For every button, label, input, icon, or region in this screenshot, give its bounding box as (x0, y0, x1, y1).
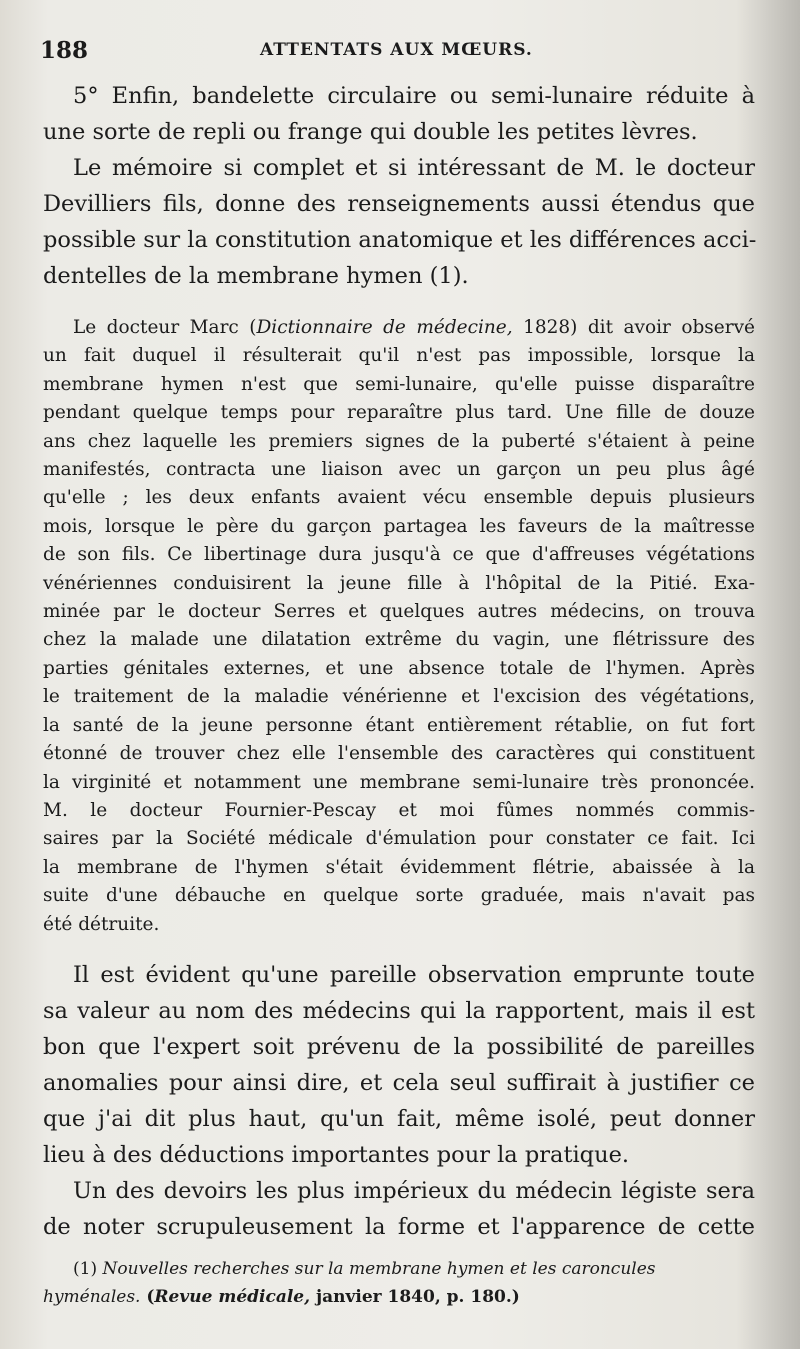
paragraph-2 (43, 150, 755, 294)
footnote-line (43, 1255, 758, 1283)
paragraph-3-quotation (43, 314, 755, 939)
paragraph-4 (43, 957, 755, 1173)
text-line: été détruite. (43, 913, 160, 935)
text-line: une sorte de repli ou frange qui double les petites lèvres. (43, 119, 698, 145)
text-line: Un des devoirs les plus impérieux du médecin légiste sera (73, 1177, 755, 1204)
text-line: membrane hymen n'est que semi-lunaire, qu'elle puisse disparaître (43, 373, 755, 395)
text-line: vénériennes conduisirent la jeune fille à l'hôpital de la Pitié. Exa- (43, 572, 755, 594)
text-line: la virginité et notamment une membrane semi-lunaire très prononcée. (43, 771, 755, 793)
footnote-marker: (1) (73, 1259, 98, 1279)
text-line: qu'elle ; les deux enfants avaient vécu ensemble depuis plusieurs (43, 487, 755, 509)
text-line: un fait duquel il résulterait qu'il n'est pas impossible, lorsque la (43, 345, 755, 367)
text-line: étonné de trouver chez elle l'ensemble des caractères qui constituent (43, 743, 755, 765)
text-line: possible sur la constitution anatomique et les différences acci- (43, 227, 757, 253)
text-line: suite d'une débauche en quelque sorte graduée, mais n'avait pas (43, 885, 755, 907)
text-line: ans chez laquelle les premiers signes de la puberté s'étaient à peine (43, 430, 755, 452)
text-line: la santé de la jeune personne étant entièrement rétablie, on fut fort (43, 714, 755, 736)
text-line: chez la malade une dilatation extrême du vagin, une flétrissure des (43, 629, 755, 651)
text-segment: 1828) dit avoir observé (512, 317, 755, 338)
text-line: Il est évident qu'une pareille observation emprunte toute (73, 961, 755, 988)
text-line: le traitement de la maladie vénérienne et l'excision des végétations, (43, 686, 755, 708)
page-number: 188 (40, 37, 89, 64)
text-line: minée par le docteur Serres et quelques autres médecins, on trouva (43, 601, 755, 623)
footnote-ref-detail: janvier 1840, p. 180.) (310, 1287, 520, 1307)
text-line: anomalies pour ainsi dire, et cela seul suffirait à justifier ce (43, 1069, 755, 1096)
text-line: M. le docteur Fournier-Pescay et moi fûmes nommés commis- (43, 799, 755, 821)
footnote-line (43, 1283, 758, 1311)
text-line: saires par la Société médicale d'émulation pour constater ce fait. Ici (43, 828, 755, 850)
footnote (43, 1255, 758, 1311)
source-title: Dictionnaire de médecine, (256, 317, 513, 338)
text-line: manifestés, contracta une liaison avec un garçon un peu plus âgé (43, 459, 755, 481)
text-line: bon que l'expert soit prévenu de la possibilité de pareilles (43, 1033, 755, 1060)
text-line: pendant quelque temps pour reparaître plus tard. Une fille de douze (43, 402, 755, 424)
running-head: ATTENTATS AUX MŒURS. (260, 40, 533, 60)
page-body (43, 78, 755, 1245)
text-line: Le mémoire si complet et si intéressant de M. le docteur (73, 155, 755, 181)
footnote-ref-open: ( (140, 1287, 155, 1307)
footnote-title-end: hyménales. (43, 1287, 141, 1307)
text-line: de noter scrupuleusement la forme et l'apparence de cette (43, 1213, 755, 1240)
text-line: 5° Enfin, bandelette circulaire ou semi-lunaire réduite à (73, 83, 755, 109)
text-line: lieu à des déductions importantes pour la pratique. (43, 1141, 630, 1168)
text-line: parties génitales externes, et une absence totale de l'hymen. Après (43, 657, 755, 679)
footnote-journal: Revue médicale, (154, 1287, 311, 1307)
text-line: de son fils. Ce libertinage dura jusqu'à ce que d'affreuses végétations (43, 544, 755, 566)
text-line (43, 314, 755, 342)
text-line: dentelles de la membrane hymen (1). (43, 263, 469, 289)
text-line: la membrane de l'hymen s'était évidemment flétrie, abaissée à la (43, 856, 755, 878)
text-line: mois, lorsque le père du garçon partagea les faveurs de la maîtresse (43, 515, 755, 537)
text-line: que j'ai dit plus haut, qu'un fait, même isolé, peut donner (43, 1105, 755, 1132)
paragraph-5 (43, 1173, 755, 1245)
paragraph-1 (43, 78, 755, 150)
footnote-title: Nouvelles recherches sur la membrane hymen et les caroncules (102, 1259, 656, 1279)
text-line: Devilliers fils, donne des renseignements aussi étendus que (43, 191, 755, 217)
text-line: sa valeur au nom des médecins qui la rapportent, mais il est (43, 997, 755, 1024)
text-segment: Le docteur Marc ( (73, 317, 257, 338)
page-header (40, 37, 760, 67)
